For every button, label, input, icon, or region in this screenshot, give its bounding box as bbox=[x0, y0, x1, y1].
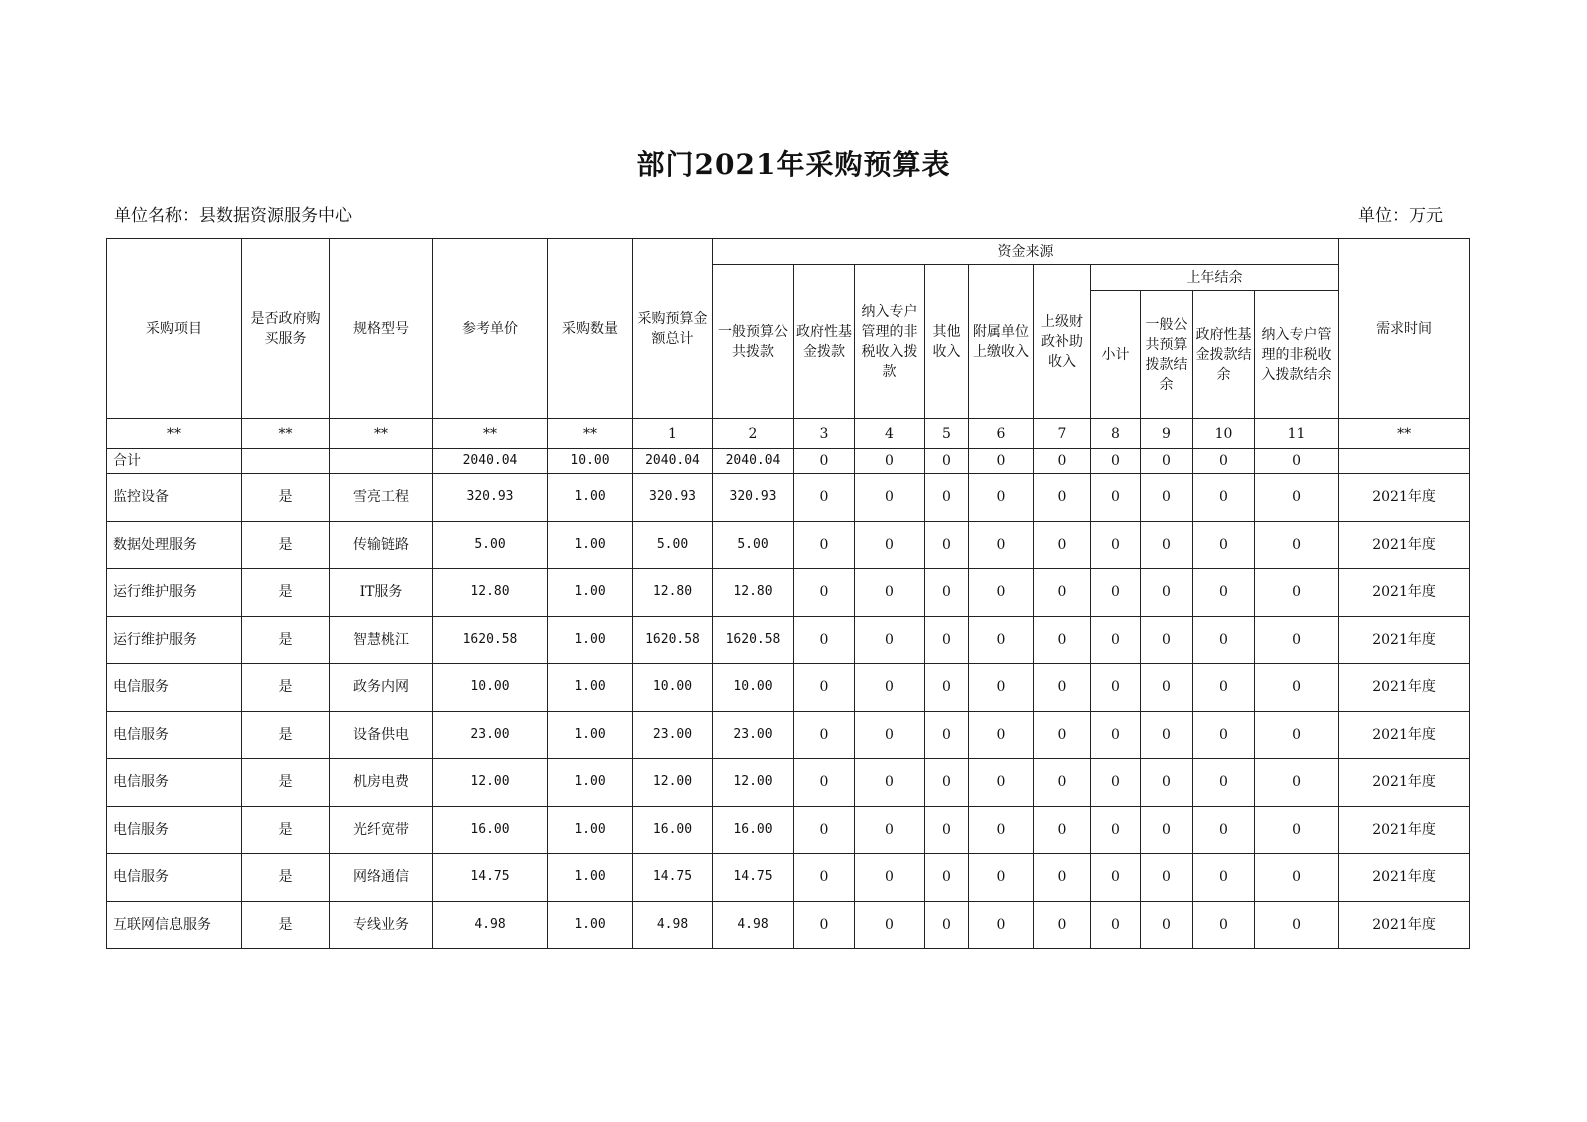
table-row bbox=[107, 664, 1470, 712]
table-row bbox=[107, 854, 1470, 902]
cell-ref-price: 2040.04 bbox=[433, 449, 548, 474]
cell-superior: 0 bbox=[1034, 449, 1091, 474]
cell-affiliated: 0 bbox=[969, 664, 1034, 712]
cell-ref-price: ** bbox=[433, 419, 548, 449]
cell-ref-price: 320.93 bbox=[433, 474, 548, 522]
cell-ly-gov-fund: 0 bbox=[1193, 569, 1255, 617]
table-row bbox=[107, 474, 1470, 522]
cell-general-public: 23.00 bbox=[713, 711, 794, 759]
cell-total-budget: 4.98 bbox=[633, 901, 713, 949]
cell-ref-price: 16.00 bbox=[433, 806, 548, 854]
cell-non-tax: 0 bbox=[855, 449, 925, 474]
cell-ly-non-tax: 0 bbox=[1255, 664, 1339, 712]
cell-ly-non-tax: 0 bbox=[1255, 521, 1339, 569]
cell-subtotal: 0 bbox=[1091, 449, 1141, 474]
cell-general-public: 12.00 bbox=[713, 759, 794, 807]
cell-superior: 0 bbox=[1034, 854, 1091, 902]
cell-item: 电信服务 bbox=[107, 759, 242, 807]
cell-non-tax: 0 bbox=[855, 569, 925, 617]
cell-non-tax: 4 bbox=[855, 419, 925, 449]
cell-quantity: 1.00 bbox=[548, 474, 633, 522]
header-quantity: 采购数量 bbox=[548, 239, 633, 419]
cell-spec: 设备供电 bbox=[330, 711, 433, 759]
cell-general-public: 10.00 bbox=[713, 664, 794, 712]
cell-item: 互联网信息服务 bbox=[107, 901, 242, 949]
table-header bbox=[107, 239, 1470, 419]
cell-subtotal: 0 bbox=[1091, 521, 1141, 569]
cell-total-budget: 14.75 bbox=[633, 854, 713, 902]
cell-affiliated: 0 bbox=[969, 521, 1034, 569]
table-row bbox=[107, 806, 1470, 854]
cell-general-public: 14.75 bbox=[713, 854, 794, 902]
cell-ly-non-tax: 0 bbox=[1255, 449, 1339, 474]
cell-total-budget: 2040.04 bbox=[633, 449, 713, 474]
cell-gov-fund: 0 bbox=[794, 474, 855, 522]
cell-non-tax: 0 bbox=[855, 806, 925, 854]
cell-other-income: 0 bbox=[925, 711, 969, 759]
cell-superior: 0 bbox=[1034, 474, 1091, 522]
cell-ly-gov-fund: 0 bbox=[1193, 664, 1255, 712]
cell-affiliated: 0 bbox=[969, 711, 1034, 759]
cell-gov-purchase: 是 bbox=[242, 711, 330, 759]
cell-gov-purchase: 是 bbox=[242, 759, 330, 807]
cell-ly-gov-fund: 0 bbox=[1193, 474, 1255, 522]
cell-non-tax: 0 bbox=[855, 474, 925, 522]
cell-ly-gov-fund: 0 bbox=[1193, 854, 1255, 902]
cell-total-budget: 10.00 bbox=[633, 664, 713, 712]
cell-ly-general: 0 bbox=[1141, 449, 1193, 474]
cell-gov-purchase: 是 bbox=[242, 901, 330, 949]
cell-item: 合计 bbox=[107, 449, 242, 474]
cell-ly-gov-fund: 0 bbox=[1193, 759, 1255, 807]
cell-spec: 政务内网 bbox=[330, 664, 433, 712]
table-body bbox=[107, 419, 1470, 949]
cell-subtotal: 0 bbox=[1091, 711, 1141, 759]
cell-subtotal: 0 bbox=[1091, 664, 1141, 712]
cell-affiliated: 0 bbox=[969, 474, 1034, 522]
cell-ly-gov-fund: 0 bbox=[1193, 806, 1255, 854]
cell-ref-price: 10.00 bbox=[433, 664, 548, 712]
cell-affiliated: 0 bbox=[969, 901, 1034, 949]
cell-affiliated: 0 bbox=[969, 569, 1034, 617]
cell-need-time bbox=[1339, 449, 1470, 474]
cell-need-time: ** bbox=[1339, 419, 1470, 449]
cell-gov-purchase: 是 bbox=[242, 806, 330, 854]
header-need-time: 需求时间 bbox=[1339, 239, 1470, 419]
header-ly-general: 一般公共预算拨款结余 bbox=[1141, 291, 1193, 419]
cell-ref-price: 12.00 bbox=[433, 759, 548, 807]
header-spec: 规格型号 bbox=[330, 239, 433, 419]
cell-ly-non-tax: 0 bbox=[1255, 616, 1339, 664]
header-total-budget: 采购预算金额总计 bbox=[633, 239, 713, 419]
cell-gov-fund: 0 bbox=[794, 449, 855, 474]
cell-spec: 传输链路 bbox=[330, 521, 433, 569]
cell-subtotal: 0 bbox=[1091, 569, 1141, 617]
cell-quantity: 1.00 bbox=[548, 901, 633, 949]
header-superior: 上级财政补助收入 bbox=[1034, 265, 1091, 419]
header-ly-gov-fund: 政府性基金拨款结余 bbox=[1193, 291, 1255, 419]
cell-other-income: 0 bbox=[925, 569, 969, 617]
cell-spec: IT服务 bbox=[330, 569, 433, 617]
cell-general-public: 2 bbox=[713, 419, 794, 449]
cell-non-tax: 0 bbox=[855, 759, 925, 807]
cell-ly-general: 0 bbox=[1141, 474, 1193, 522]
header-item: 采购项目 bbox=[107, 239, 242, 419]
cell-gov-purchase: ** bbox=[242, 419, 330, 449]
cell-need-time: 2021年度 bbox=[1339, 569, 1470, 617]
cell-quantity: 1.00 bbox=[548, 759, 633, 807]
header-general-public: 一般预算公共拨款 bbox=[713, 265, 794, 419]
cell-other-income: 0 bbox=[925, 449, 969, 474]
table-row bbox=[107, 616, 1470, 664]
cell-ly-non-tax: 11 bbox=[1255, 419, 1339, 449]
cell-superior: 7 bbox=[1034, 419, 1091, 449]
cell-ly-gov-fund: 0 bbox=[1193, 521, 1255, 569]
index-row bbox=[107, 419, 1470, 449]
cell-quantity: 1.00 bbox=[548, 569, 633, 617]
page-title: 部门2021年采购预算表 bbox=[636, 148, 951, 181]
cell-ly-general: 0 bbox=[1141, 711, 1193, 759]
cell-spec: 机房电费 bbox=[330, 759, 433, 807]
cell-need-time: 2021年度 bbox=[1339, 521, 1470, 569]
cell-total-budget: 16.00 bbox=[633, 806, 713, 854]
unit-label: 单位：万元 bbox=[1358, 206, 1443, 226]
cell-ly-non-tax: 0 bbox=[1255, 806, 1339, 854]
header-gov-fund: 政府性基金拨款 bbox=[794, 265, 855, 419]
cell-other-income: 0 bbox=[925, 854, 969, 902]
cell-other-income: 0 bbox=[925, 616, 969, 664]
cell-superior: 0 bbox=[1034, 711, 1091, 759]
cell-need-time: 2021年度 bbox=[1339, 901, 1470, 949]
cell-total-budget: 5.00 bbox=[633, 521, 713, 569]
cell-subtotal: 0 bbox=[1091, 616, 1141, 664]
cell-ly-general: 0 bbox=[1141, 569, 1193, 617]
cell-quantity: 1.00 bbox=[548, 806, 633, 854]
cell-gov-fund: 0 bbox=[794, 616, 855, 664]
cell-gov-purchase: 是 bbox=[242, 521, 330, 569]
cell-other-income: 0 bbox=[925, 474, 969, 522]
cell-ly-general: 0 bbox=[1141, 759, 1193, 807]
cell-need-time: 2021年度 bbox=[1339, 806, 1470, 854]
header-fund-source: 资金来源 bbox=[713, 239, 1339, 265]
cell-need-time: 2021年度 bbox=[1339, 616, 1470, 664]
cell-gov-purchase bbox=[242, 449, 330, 474]
cell-subtotal: 0 bbox=[1091, 854, 1141, 902]
cell-subtotal: 0 bbox=[1091, 474, 1141, 522]
cell-general-public: 4.98 bbox=[713, 901, 794, 949]
cell-gov-fund: 0 bbox=[794, 759, 855, 807]
cell-superior: 0 bbox=[1034, 806, 1091, 854]
table-row bbox=[107, 711, 1470, 759]
header-ly-non-tax: 纳入专户管理的非税收入拨款结余 bbox=[1255, 291, 1339, 419]
cell-ref-price: 23.00 bbox=[433, 711, 548, 759]
cell-gov-fund: 0 bbox=[794, 664, 855, 712]
cell-other-income: 0 bbox=[925, 664, 969, 712]
cell-gov-purchase: 是 bbox=[242, 854, 330, 902]
cell-non-tax: 0 bbox=[855, 616, 925, 664]
cell-ly-general: 9 bbox=[1141, 419, 1193, 449]
cell-gov-fund: 0 bbox=[794, 854, 855, 902]
cell-item: 电信服务 bbox=[107, 664, 242, 712]
cell-ly-general: 0 bbox=[1141, 521, 1193, 569]
header-ref-price: 参考单价 bbox=[433, 239, 548, 419]
cell-subtotal: 8 bbox=[1091, 419, 1141, 449]
header-subtotal: 小计 bbox=[1091, 291, 1141, 419]
cell-ly-gov-fund: 0 bbox=[1193, 901, 1255, 949]
cell-total-budget: 1620.58 bbox=[633, 616, 713, 664]
total-row bbox=[107, 449, 1470, 474]
cell-general-public: 5.00 bbox=[713, 521, 794, 569]
cell-gov-fund: 0 bbox=[794, 806, 855, 854]
cell-subtotal: 0 bbox=[1091, 806, 1141, 854]
budget-table bbox=[106, 238, 1470, 949]
cell-non-tax: 0 bbox=[855, 711, 925, 759]
cell-item: ** bbox=[107, 419, 242, 449]
table-row bbox=[107, 569, 1470, 617]
cell-ly-general: 0 bbox=[1141, 901, 1193, 949]
cell-affiliated: 0 bbox=[969, 759, 1034, 807]
cell-item: 电信服务 bbox=[107, 711, 242, 759]
cell-quantity: 1.00 bbox=[548, 521, 633, 569]
cell-general-public: 2040.04 bbox=[713, 449, 794, 474]
cell-total-budget: 12.00 bbox=[633, 759, 713, 807]
cell-ref-price: 4.98 bbox=[433, 901, 548, 949]
cell-ly-gov-fund: 0 bbox=[1193, 711, 1255, 759]
cell-item: 电信服务 bbox=[107, 806, 242, 854]
cell-ly-general: 0 bbox=[1141, 854, 1193, 902]
cell-gov-fund: 3 bbox=[794, 419, 855, 449]
cell-ly-general: 0 bbox=[1141, 664, 1193, 712]
cell-affiliated: 0 bbox=[969, 616, 1034, 664]
cell-item: 运行维护服务 bbox=[107, 569, 242, 617]
cell-ref-price: 14.75 bbox=[433, 854, 548, 902]
cell-item: 电信服务 bbox=[107, 854, 242, 902]
cell-need-time: 2021年度 bbox=[1339, 711, 1470, 759]
cell-ly-general: 0 bbox=[1141, 806, 1193, 854]
cell-other-income: 0 bbox=[925, 901, 969, 949]
cell-quantity: 1.00 bbox=[548, 664, 633, 712]
cell-ref-price: 5.00 bbox=[433, 521, 548, 569]
cell-general-public: 16.00 bbox=[713, 806, 794, 854]
cell-other-income: 5 bbox=[925, 419, 969, 449]
cell-affiliated: 0 bbox=[969, 449, 1034, 474]
header-gov-purchase: 是否政府购买服务 bbox=[242, 239, 330, 419]
cell-total-budget: 1 bbox=[633, 419, 713, 449]
cell-gov-purchase: 是 bbox=[242, 569, 330, 617]
cell-gov-purchase: 是 bbox=[242, 474, 330, 522]
cell-item: 监控设备 bbox=[107, 474, 242, 522]
cell-item: 运行维护服务 bbox=[107, 616, 242, 664]
cell-total-budget: 23.00 bbox=[633, 711, 713, 759]
cell-gov-fund: 0 bbox=[794, 569, 855, 617]
cell-gov-fund: 0 bbox=[794, 521, 855, 569]
cell-ref-price: 12.80 bbox=[433, 569, 548, 617]
cell-general-public: 320.93 bbox=[713, 474, 794, 522]
cell-quantity: ** bbox=[548, 419, 633, 449]
cell-gov-fund: 0 bbox=[794, 711, 855, 759]
cell-quantity: 1.00 bbox=[548, 711, 633, 759]
cell-non-tax: 0 bbox=[855, 664, 925, 712]
cell-superior: 0 bbox=[1034, 569, 1091, 617]
cell-need-time: 2021年度 bbox=[1339, 759, 1470, 807]
cell-non-tax: 0 bbox=[855, 521, 925, 569]
cell-item: 数据处理服务 bbox=[107, 521, 242, 569]
cell-ly-non-tax: 0 bbox=[1255, 901, 1339, 949]
cell-ly-general: 0 bbox=[1141, 616, 1193, 664]
header-non-tax: 纳入专户管理的非税收入拨款 bbox=[855, 265, 925, 419]
header-other-income: 其他收入 bbox=[925, 265, 969, 419]
cell-ly-non-tax: 0 bbox=[1255, 759, 1339, 807]
cell-subtotal: 0 bbox=[1091, 759, 1141, 807]
unit-name: 单位名称：县数据资源服务中心 bbox=[114, 206, 352, 226]
cell-quantity: 1.00 bbox=[548, 854, 633, 902]
cell-affiliated: 0 bbox=[969, 806, 1034, 854]
cell-need-time: 2021年度 bbox=[1339, 664, 1470, 712]
cell-ly-non-tax: 0 bbox=[1255, 474, 1339, 522]
cell-superior: 0 bbox=[1034, 616, 1091, 664]
cell-quantity: 10.00 bbox=[548, 449, 633, 474]
cell-total-budget: 320.93 bbox=[633, 474, 713, 522]
cell-ly-gov-fund: 10 bbox=[1193, 419, 1255, 449]
cell-non-tax: 0 bbox=[855, 854, 925, 902]
cell-general-public: 12.80 bbox=[713, 569, 794, 617]
cell-ly-gov-fund: 0 bbox=[1193, 449, 1255, 474]
cell-other-income: 0 bbox=[925, 521, 969, 569]
table-row bbox=[107, 759, 1470, 807]
cell-non-tax: 0 bbox=[855, 901, 925, 949]
cell-gov-purchase: 是 bbox=[242, 616, 330, 664]
cell-spec: 专线业务 bbox=[330, 901, 433, 949]
cell-affiliated: 6 bbox=[969, 419, 1034, 449]
table-row bbox=[107, 521, 1470, 569]
cell-spec: 雪亮工程 bbox=[330, 474, 433, 522]
cell-other-income: 0 bbox=[925, 806, 969, 854]
cell-spec bbox=[330, 449, 433, 474]
cell-ly-gov-fund: 0 bbox=[1193, 616, 1255, 664]
cell-general-public: 1620.58 bbox=[713, 616, 794, 664]
header-last-year: 上年结余 bbox=[1091, 265, 1339, 291]
cell-spec: 网络通信 bbox=[330, 854, 433, 902]
cell-need-time: 2021年度 bbox=[1339, 474, 1470, 522]
cell-subtotal: 0 bbox=[1091, 901, 1141, 949]
cell-ly-non-tax: 0 bbox=[1255, 854, 1339, 902]
cell-affiliated: 0 bbox=[969, 854, 1034, 902]
cell-need-time: 2021年度 bbox=[1339, 854, 1470, 902]
cell-ly-non-tax: 0 bbox=[1255, 711, 1339, 759]
header-affiliated: 附属单位上缴收入 bbox=[969, 265, 1034, 419]
cell-other-income: 0 bbox=[925, 759, 969, 807]
cell-superior: 0 bbox=[1034, 759, 1091, 807]
cell-ly-non-tax: 0 bbox=[1255, 569, 1339, 617]
cell-quantity: 1.00 bbox=[548, 616, 633, 664]
cell-spec: ** bbox=[330, 419, 433, 449]
cell-ref-price: 1620.58 bbox=[433, 616, 548, 664]
cell-superior: 0 bbox=[1034, 521, 1091, 569]
cell-gov-fund: 0 bbox=[794, 901, 855, 949]
cell-superior: 0 bbox=[1034, 664, 1091, 712]
cell-spec: 光纤宽带 bbox=[330, 806, 433, 854]
cell-gov-purchase: 是 bbox=[242, 664, 330, 712]
table-row bbox=[107, 901, 1470, 949]
cell-superior: 0 bbox=[1034, 901, 1091, 949]
cell-total-budget: 12.80 bbox=[633, 569, 713, 617]
cell-spec: 智慧桃江 bbox=[330, 616, 433, 664]
